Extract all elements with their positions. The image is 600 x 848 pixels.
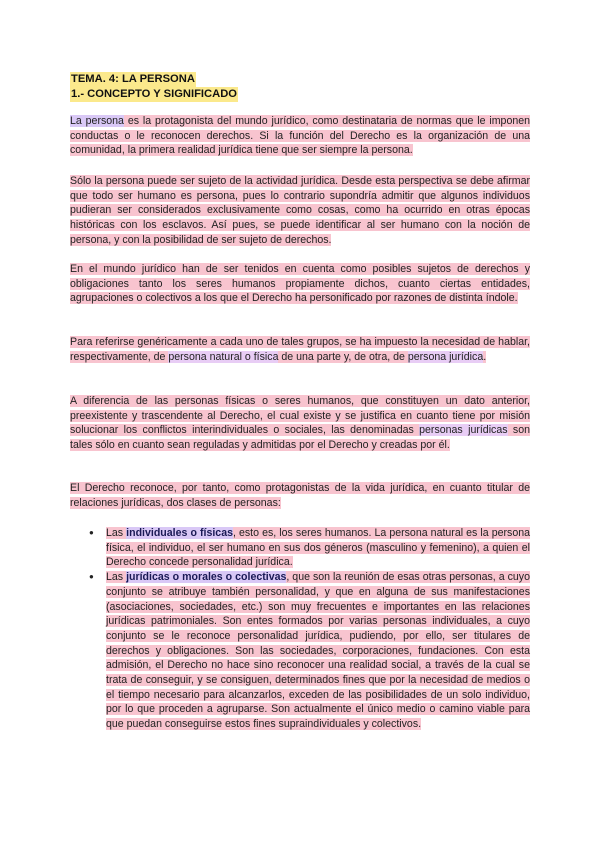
paragraph-5-text-b: son tales sólo en cuanto sean reguladas y admitidas por el Derecho y creadas por él.: [70, 424, 530, 452]
list-item-2-highlight: [106, 571, 530, 730]
paragraph-3-text: En el mundo jurídico han de ser tenidos en cuenta como posibles sujetos de derechos y obligaciones tanto los seres humanos propiamente dichos, cuanto ciertas entidades, agrupaciones o colectivos a los que el Derecho ha personificado por razones de distinta índole.: [70, 263, 530, 305]
list-item: [106, 570, 530, 732]
term-individuales-fisicas: individuales o físicas: [126, 527, 233, 539]
paragraph-4-text-c: .: [483, 350, 487, 363]
term-juridicas-colectivas: jurídicas o morales o colectivas: [126, 571, 287, 584]
paragraph-4-highlight: [70, 336, 530, 363]
paragraph-4-text-b: de una parte y, de otra, de: [278, 350, 408, 363]
paragraph-2-text: Sólo la persona puede ser sujeto de la actividad jurídica. Desde esta perspectiva se debe afirmar que todo ser humano es persona, pues lo contrario supondría admitir que algunos individuos pudieran ser considerados exclusivamente como cosas, como ha ocurrido en otras épocas históricas con los esclavos. Así pues, se puede identificar al ser humano con la noción de persona, y con la posibilidad de ser sujeto de derechos.: [70, 175, 530, 246]
term-persona-natural: persona natural o física: [168, 350, 279, 363]
paragraph-1-highlight: [70, 115, 530, 156]
topic-title-text: TEMA. 4: LA PERSONA: [71, 73, 195, 85]
paragraph-6: [70, 481, 530, 510]
list-item: [106, 526, 530, 570]
paragraph-1-text: es la protagonista del mundo jurídico, como destinataria de normas que le imponen conductas o le reconocen derechos. Si la función del Derecho es la organización de una comunidad, la primera realidad jurídica tiene que ser siempre la persona.: [70, 115, 531, 157]
topic-title: [70, 72, 196, 87]
list-item-1-highlight: [106, 527, 530, 568]
paragraph-6-text: El Derecho reconoce, por tanto, como protagonistas de la vida jurídica, en cuanto titular de relaciones jurídicas, dos clases de personas:: [70, 482, 530, 509]
list-item-2-text-a: Las: [106, 571, 127, 584]
term-persona-juridica: persona jurídica: [407, 350, 484, 363]
list-item-1-text-b: , esto es, los seres humanos. La persona natural es la persona física, el individuo, el ser humano en sus dos géneros (masculino y femenino), a quien el Derecho concede personalidad jurídica.: [106, 527, 530, 569]
section-title: [70, 87, 238, 102]
paragraph-1: [70, 114, 530, 158]
list-item-1-text-a: Las: [106, 527, 127, 539]
paragraph-2: [70, 174, 530, 248]
paragraph-5-highlight: [70, 395, 530, 451]
term-personas-juridicas: personas jurídicas: [419, 424, 508, 437]
paragraph-4-text-a: Para referirse genéricamente a cada uno de tales grupos, se ha impuesto la necesidad de hablar, respectivamente, de: [70, 336, 530, 363]
paragraph-5-text-a: A diferencia de las personas físicas o seres humanos, que constituyen un dato anterior, preexistente y trascendente al Derecho, el cual existe y se justifica en cuanto tiene por misión solucionar los conflictos interindividuales o sociales, las denominadas: [70, 395, 530, 437]
paragraph-5: [70, 394, 530, 453]
term-persona: La persona: [70, 115, 124, 127]
person-types-list: [90, 526, 530, 732]
paragraph-3: [70, 262, 530, 306]
list-item-2-text-b: , que son la reunión de esas otras personas, a cuyo conjunto se atribuye también personalidad, y que en alguna de sus manifestaciones (asociaciones, sociedades, etc.) son muy frecuentes e importantes en las relaciones jurídicas patrimoniales. Son entes formados por varias personas individuales, a cuyo conjunto se le reconoce personalidad jurídica, pudiendo, por ello, ser titulares de derechos y obligaciones. Son las sociedades, corporaciones, fundaciones. Con esta admisión, el Derecho no hace sino reconocer una realidad social, a través de la cual se trata de conseguir, y se consiguen, determinados fines que por la necesidad de medios o el tiempo necesario para alcanzarlos, exceden de las posibilidades de un solo individuo, por lo que proceden a agruparse. Son actualmente el único medio o camino viable para que puedan conseguirse estos fines supraindividuales y colectivos.: [106, 571, 530, 731]
paragraph-4: [70, 335, 530, 364]
section-title-text: 1.- CONCEPTO Y SIGNIFICADO: [71, 88, 237, 100]
